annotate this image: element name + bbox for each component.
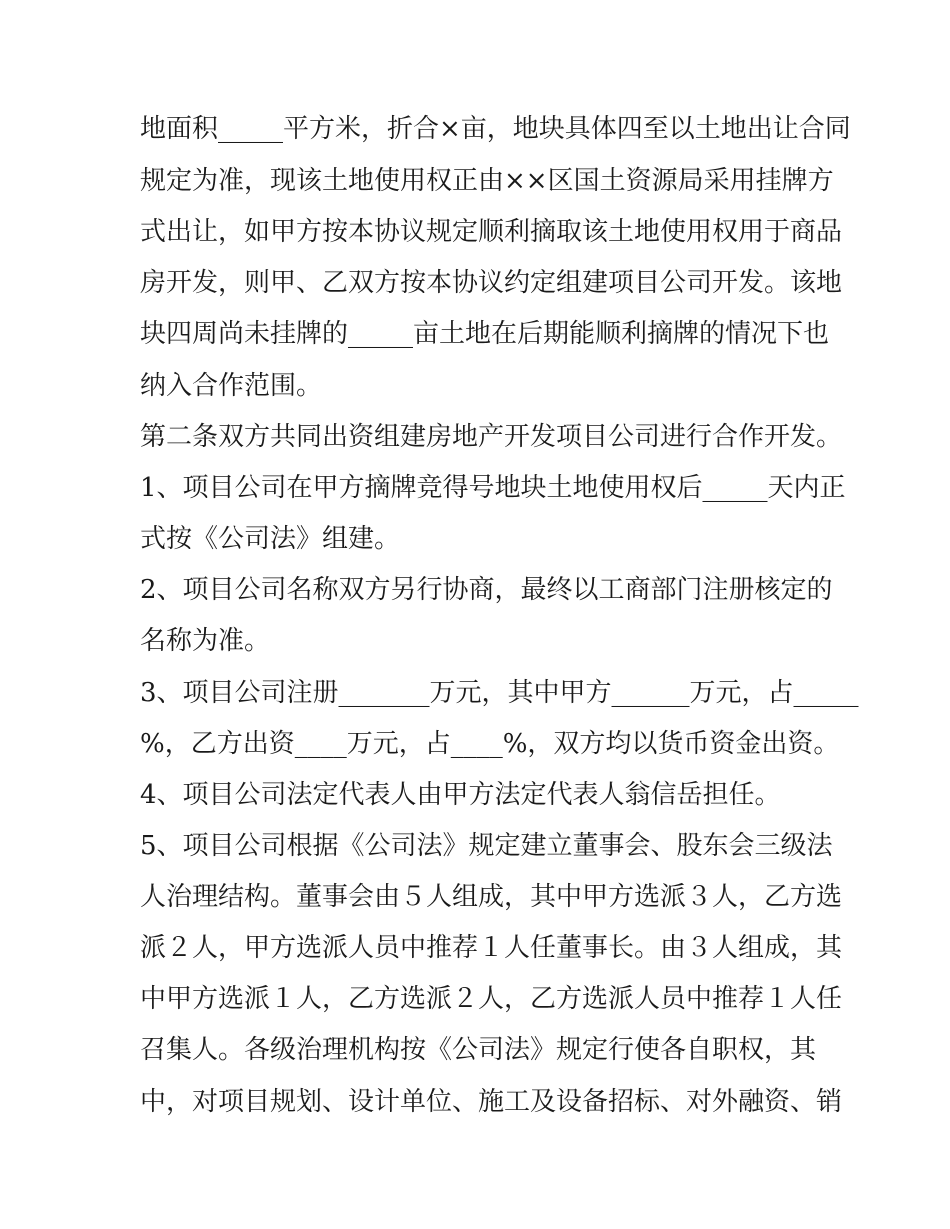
text-line: 3、项目公司注册_______万元，其中甲方______万元，占_____ <box>140 678 859 708</box>
text-line: 中甲方选派１人，乙方选派２人，乙方选派人员中推荐１人任 <box>140 984 843 1014</box>
text-line: 5、项目公司根据《公司法》规定建立董事会、股东会三级法 <box>140 831 833 861</box>
text-line: 地面积_____平方米，折合×亩，地块具体四至以土地出让合同 <box>140 114 851 144</box>
text-line: 式出让，如甲方按本协议规定顺利摘取该土地使用权用于商品 <box>140 217 843 247</box>
text-line: 式按《公司法》组建。 <box>140 524 401 554</box>
text-line: 中，对项目规划、设计单位、施工及设备招标、对外融资、销 <box>140 1087 843 1117</box>
text-line: 纳入合作范围。 <box>140 371 323 401</box>
text-line: 规定为准，现该土地使用权正由××区国土资源局采用挂牌方 <box>140 166 834 196</box>
text-line: 召集人。各级治理机构按《公司法》规定行使各自职权，其 <box>140 1035 817 1065</box>
text-line: 人治理结构。董事会由５人组成，其中甲方选派３人，乙方选 <box>140 882 843 912</box>
article-heading: 第二条双方共同出资组建房地产开发项目公司进行合作开发。 <box>140 422 843 452</box>
text-line: 2、项目公司名称双方另行协商，最终以工商部门注册核定的 <box>140 575 833 605</box>
text-line: 块四周尚未挂牌的_____亩土地在后期能顺利摘牌的情况下也 <box>140 319 830 349</box>
text-line: %，乙方出资____万元，占____%，双方均以货币资金出资。 <box>140 729 840 759</box>
text-line: 4、项目公司法定代表人由甲方法定代表人翁信岳担任。 <box>140 780 781 810</box>
text-line: 1、项目公司在甲方摘牌竞得号地块土地使用权后_____天内正 <box>140 473 846 503</box>
text-line: 派２人，甲方选派人员中推荐１人任董事长。由３人组成，其 <box>140 933 843 963</box>
text-line: 名称为准。 <box>140 626 271 656</box>
text-line: 房开发，则甲、乙双方按本协议约定组建项目公司开发。该地 <box>140 268 843 298</box>
